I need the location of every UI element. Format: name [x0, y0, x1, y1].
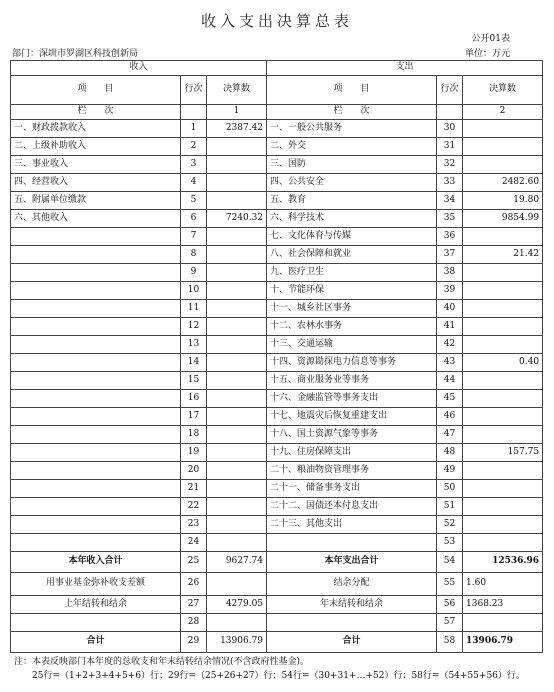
expense-line: 50: [437, 480, 463, 498]
expense-item-header: 项 目: [267, 76, 437, 105]
income-item: 一、财政拨款收入: [11, 120, 181, 138]
income-line: 2: [181, 138, 207, 156]
expense-line: 40: [437, 300, 463, 318]
table-row: [11, 246, 543, 264]
expense-total-amount: 12536.96: [463, 552, 543, 573]
income-line: 16: [181, 390, 207, 408]
income-amount: [207, 372, 267, 390]
expense-amount: 9854.99: [463, 210, 543, 228]
income-line: 6: [181, 210, 207, 228]
blank-in-amount: [207, 614, 267, 632]
expense-line: 44: [437, 372, 463, 390]
income-amount: [207, 498, 267, 516]
page-title: 收入支出决算总表: [200, 12, 353, 30]
table-row: [11, 264, 543, 282]
income-amount: [207, 174, 267, 192]
grand-total-out-line: 58: [437, 632, 463, 653]
expense-column-label: 栏 次: [267, 105, 437, 120]
grand-total-in-amount: 13906.79: [207, 632, 267, 653]
expense-amount: 157.75: [463, 444, 543, 462]
income-amount-header: 决算数: [207, 76, 267, 105]
income-line: 9: [181, 264, 207, 282]
department-label: 部门：深圳市罗湖区科技创新局: [12, 49, 139, 59]
income-item: [11, 228, 181, 246]
expense-line: 47: [437, 426, 463, 444]
expense-item: 十六、金融监管等事务支出: [267, 390, 437, 408]
grand-total-out-amount: 13906.79: [463, 632, 543, 653]
grand-total-out-label: 合计: [267, 632, 437, 653]
table-row: [11, 228, 543, 246]
income-item: 三、事业收入: [11, 156, 181, 174]
income-total-line: 25: [181, 552, 207, 573]
expense-amount: [463, 138, 543, 156]
income-expense-table: [10, 60, 543, 653]
income-item: 五、附属单位缴款: [11, 192, 181, 210]
end-carry-amount: 1368.23: [463, 596, 543, 614]
income-amount: 7240.32: [207, 210, 267, 228]
income-item: 六、其他收入: [11, 210, 181, 228]
expense-amount: [463, 498, 543, 516]
income-item: 二、上级补助收入: [11, 138, 181, 156]
income-line-header: 行次: [181, 76, 207, 105]
income-line: 17: [181, 408, 207, 426]
income-line: 5: [181, 192, 207, 210]
end-carry-label: 年末结转和结余: [267, 596, 437, 614]
income-item: [11, 336, 181, 354]
income-item: [11, 480, 181, 498]
income-line-blank: [181, 105, 207, 120]
blank-in-label: [11, 614, 181, 632]
table-row: [11, 444, 543, 462]
expense-line: 43: [437, 354, 463, 372]
expense-amount: [463, 516, 543, 534]
income-line: 12: [181, 318, 207, 336]
income-line: 8: [181, 246, 207, 264]
income-item: [11, 354, 181, 372]
expense-amount: [463, 300, 543, 318]
income-line: 7: [181, 228, 207, 246]
expense-section-header: 支出: [267, 61, 543, 76]
income-line: 23: [181, 516, 207, 534]
expense-line: 35: [437, 210, 463, 228]
expense-amount: 21.42: [463, 246, 543, 264]
income-amount: [207, 444, 267, 462]
expense-amount: [463, 534, 543, 552]
expense-amount: 19.80: [463, 192, 543, 210]
table-row: [11, 390, 543, 408]
blank-in-line: 28: [181, 614, 207, 632]
prev-carry-label: 上年结转和结余: [11, 596, 181, 614]
income-amount: [207, 336, 267, 354]
income-amount: [207, 246, 267, 264]
table-row: [11, 138, 543, 156]
expense-item: 五、教育: [267, 192, 437, 210]
expense-item: 四、公共安全: [267, 174, 437, 192]
expense-total-label: 本年支出合计: [267, 552, 437, 573]
income-item-header: 项 目: [11, 76, 181, 105]
expense-amount: [463, 282, 543, 300]
income-item: [11, 372, 181, 390]
income-item: [11, 534, 181, 552]
expense-line: 33: [437, 174, 463, 192]
expense-amount: [463, 156, 543, 174]
expense-line: 49: [437, 462, 463, 480]
income-amount: [207, 354, 267, 372]
income-item: 四、经营收入: [11, 174, 181, 192]
income-item: [11, 300, 181, 318]
income-line: 11: [181, 300, 207, 318]
expense-item: 十一、城乡社区事务: [267, 300, 437, 318]
expense-item: [267, 534, 437, 552]
expense-amount: [463, 462, 543, 480]
expense-item: 三、国防: [267, 156, 437, 174]
income-column-label: 栏 次: [11, 105, 181, 120]
expense-item: 九、医疗卫生: [267, 264, 437, 282]
expense-item: 十八、国土资源气象等事务: [267, 426, 437, 444]
blank-out-label: [267, 614, 437, 632]
income-amount: [207, 516, 267, 534]
table-row: [11, 516, 543, 534]
income-amount: [207, 300, 267, 318]
income-item: [11, 282, 181, 300]
income-line: 14: [181, 354, 207, 372]
table-row: [11, 120, 543, 138]
expense-amount: 2482.60: [463, 174, 543, 192]
income-amount: [207, 228, 267, 246]
expense-total-line: 54: [437, 552, 463, 573]
balance-dist-amount: 1.60: [463, 573, 543, 596]
table-row: [11, 174, 543, 192]
table-row: [11, 480, 543, 498]
fund-make-up-line: 26: [181, 573, 207, 596]
expense-line-blank: [437, 105, 463, 120]
expense-item: 十九、住房保障支出: [267, 444, 437, 462]
expense-line: 30: [437, 120, 463, 138]
expense-amount: 0.40: [463, 354, 543, 372]
income-total-label: 本年收入合计: [11, 552, 181, 573]
end-carry-line: 56: [437, 596, 463, 614]
income-item: [11, 426, 181, 444]
income-section-header: 收入: [11, 61, 267, 76]
income-amount: 2387.42: [207, 120, 267, 138]
income-amount: [207, 282, 267, 300]
income-item: [11, 408, 181, 426]
balance-dist-label: 结余分配: [267, 573, 437, 596]
expense-item: 十五、商业服务业等事务: [267, 372, 437, 390]
income-amount: [207, 192, 267, 210]
income-item: [11, 318, 181, 336]
expense-item: 六、科学技术: [267, 210, 437, 228]
expense-line: 53: [437, 534, 463, 552]
income-amount: [207, 390, 267, 408]
prev-carry-amount: 4279.05: [207, 596, 267, 614]
expense-item: 二十一、储备事务支出: [267, 480, 437, 498]
expense-item: 八、社会保障和就业: [267, 246, 437, 264]
table-row: [11, 426, 543, 444]
table-row: [11, 372, 543, 390]
expense-line: 38: [437, 264, 463, 282]
expense-item: 十七、地震灾后恢复重建支出: [267, 408, 437, 426]
income-line: 19: [181, 444, 207, 462]
income-line: 22: [181, 498, 207, 516]
table-row: [11, 318, 543, 336]
income-column-number: 1: [207, 105, 267, 120]
expense-amount: [463, 120, 543, 138]
income-line: 18: [181, 426, 207, 444]
income-line: 4: [181, 174, 207, 192]
expense-item: 二十、粮油物资管理事务: [267, 462, 437, 480]
blank-out-line: 57: [437, 614, 463, 632]
income-line: 1: [181, 120, 207, 138]
expense-line-header: 行次: [437, 76, 463, 105]
form-code: 公开01表: [471, 34, 510, 44]
table-row: [11, 534, 543, 552]
income-item: [11, 462, 181, 480]
expense-line: 51: [437, 498, 463, 516]
income-amount: [207, 138, 267, 156]
expense-line: 48: [437, 444, 463, 462]
expense-line: 31: [437, 138, 463, 156]
grand-total-in-line: 29: [181, 632, 207, 653]
expense-line: 39: [437, 282, 463, 300]
expense-line: 36: [437, 228, 463, 246]
table-row: [11, 408, 543, 426]
income-line: 21: [181, 480, 207, 498]
fund-make-up-label: 用事业基金弥补收支差额: [11, 573, 181, 596]
expense-item: 十四、资源勘探电力信息等事务: [267, 354, 437, 372]
expense-line: 42: [437, 336, 463, 354]
income-amount: [207, 480, 267, 498]
table-row: [11, 498, 543, 516]
expense-amount: [463, 318, 543, 336]
expense-amount: [463, 426, 543, 444]
income-item: [11, 444, 181, 462]
grand-total-in-label: 合计: [11, 632, 181, 653]
expense-amount: [463, 336, 543, 354]
prev-carry-line: 27: [181, 596, 207, 614]
balance-dist-line: 55: [437, 573, 463, 596]
table-row: [11, 336, 543, 354]
income-amount: [207, 408, 267, 426]
income-item: [11, 498, 181, 516]
expense-line: 34: [437, 192, 463, 210]
expense-item: 十、节能环保: [267, 282, 437, 300]
table-row: [11, 156, 543, 174]
blank-out-amount: [463, 614, 543, 632]
table-row: [11, 210, 543, 228]
income-amount: [207, 318, 267, 336]
expense-item: 一、一般公共服务: [267, 120, 437, 138]
expense-item: 七、文化体育与传媒: [267, 228, 437, 246]
table-row: [11, 300, 543, 318]
income-line: 24: [181, 534, 207, 552]
income-line: 10: [181, 282, 207, 300]
expense-item: 二十三、其他支出: [267, 516, 437, 534]
expense-line: 52: [437, 516, 463, 534]
expense-line: 45: [437, 390, 463, 408]
footnote-line-1: 注：本表反映部门本年度的总收支和年末结转结余情况(不含政府性基金)。: [14, 657, 310, 667]
footnote-line-2: 25行=（1+2+3+4+5+6）行；29行=（25+26+27）行；54行=（30+31+…+52）行；58行=（54+55+56）行。: [32, 671, 525, 681]
expense-amount: [463, 390, 543, 408]
expense-item: 十三、交通运输: [267, 336, 437, 354]
expense-line: 41: [437, 318, 463, 336]
expense-column-number: 2: [463, 105, 543, 120]
income-item: [11, 246, 181, 264]
income-amount: [207, 462, 267, 480]
table-row: [11, 192, 543, 210]
income-item: [11, 516, 181, 534]
income-item: [11, 390, 181, 408]
table-row: [11, 354, 543, 372]
expense-amount: [463, 228, 543, 246]
fund-make-up-amount: [207, 573, 267, 596]
income-line: 20: [181, 462, 207, 480]
income-amount: [207, 264, 267, 282]
table-row: [11, 282, 543, 300]
expense-amount: [463, 372, 543, 390]
expense-line: 37: [437, 246, 463, 264]
expense-item: 二十二、国债还本付息支出: [267, 498, 437, 516]
income-item: [11, 264, 181, 282]
footnotes: [14, 655, 544, 683]
expense-amount: [463, 408, 543, 426]
unit-label: 单位：万元: [464, 49, 510, 59]
income-amount: [207, 156, 267, 174]
income-amount: [207, 426, 267, 444]
income-amount: [207, 534, 267, 552]
income-line: 3: [181, 156, 207, 174]
expense-line: 46: [437, 408, 463, 426]
expense-item: 二、外交: [267, 138, 437, 156]
expense-amount-header: 决算数: [463, 76, 543, 105]
income-line: 13: [181, 336, 207, 354]
table-row: [11, 462, 543, 480]
expense-line: 32: [437, 156, 463, 174]
income-total-amount: 9627.74: [207, 552, 267, 573]
expense-amount: [463, 264, 543, 282]
expense-item: 十二、农林水事务: [267, 318, 437, 336]
expense-amount: [463, 480, 543, 498]
income-line: 15: [181, 372, 207, 390]
